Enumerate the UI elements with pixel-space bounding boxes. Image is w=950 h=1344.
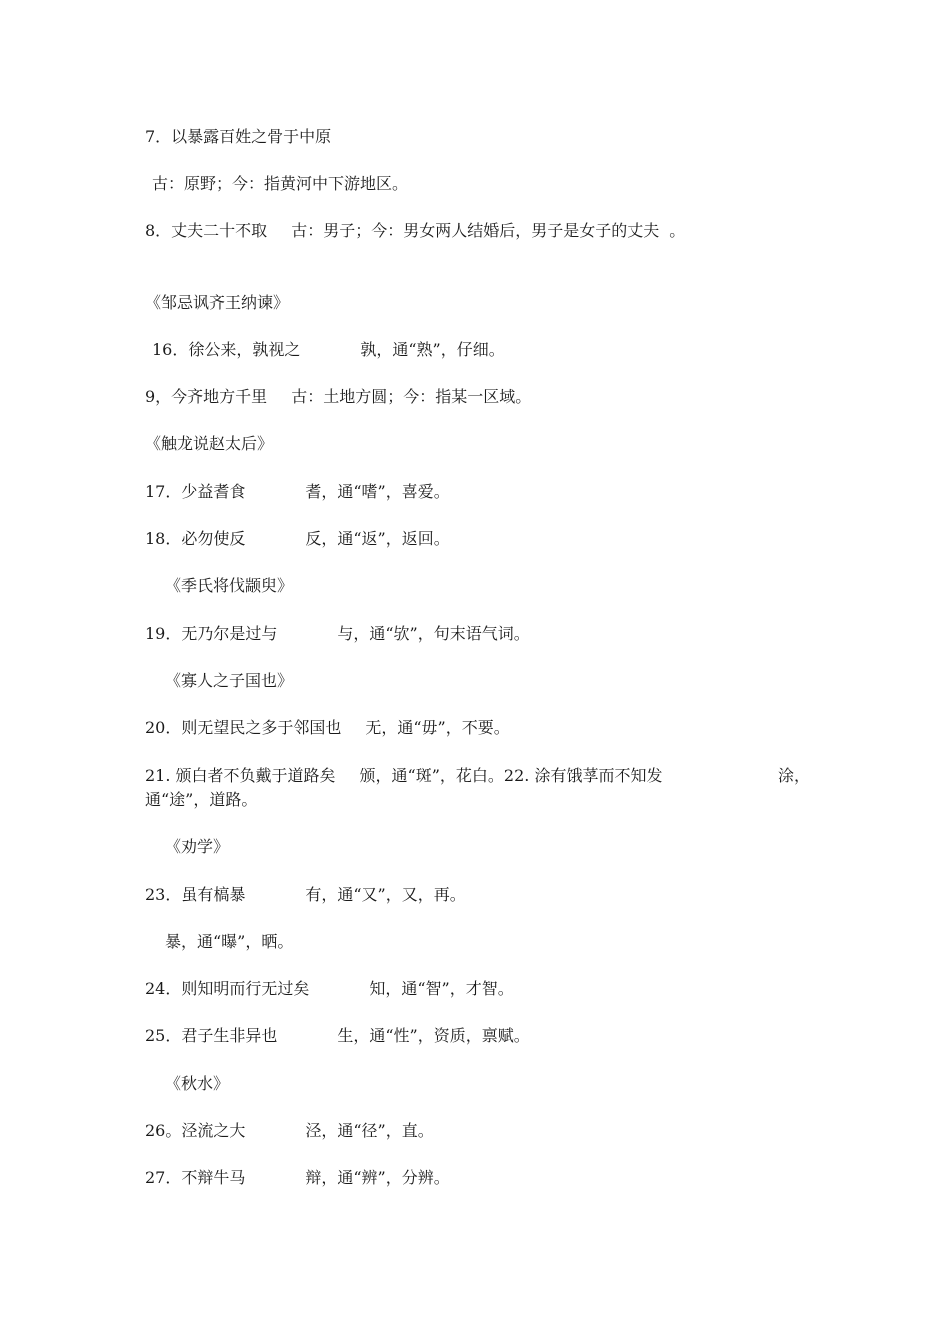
section-title: 《寡人之子国也》 — [165, 671, 294, 690]
entry-text: 古：原野；今：指黄河中下游地区。 — [152, 174, 409, 193]
entry-explanation: 知，通“智”，才智。 — [369, 979, 514, 998]
entry-phrase: 24．则知明而行无过矣 — [145, 979, 310, 998]
section-heading — [165, 835, 229, 859]
entry-phrase: 16．徐公来，孰视之 — [152, 340, 301, 359]
text-line — [145, 125, 331, 149]
entry-text: 暴，通“曝”，晒。 — [165, 932, 294, 951]
entry-explanation: 孰，通“熟”，仔细。 — [360, 340, 505, 359]
entry-explanation: 与，通“欤”，句末语气词。 — [337, 624, 530, 643]
entry-phrase: 26。泾流之大 — [145, 1121, 246, 1140]
entry-explanation: 古：男子；今：男女两人结婚后，男子是女子的丈夫 — [291, 221, 660, 240]
text-line — [145, 883, 466, 907]
entry-explanation: 生，通“性”，资质，禀赋。 — [337, 1026, 530, 1045]
text-line — [152, 172, 408, 196]
text-line — [165, 930, 293, 954]
text-line — [145, 480, 450, 504]
text-line — [145, 788, 257, 812]
entry-punctuation: 。 — [669, 221, 686, 240]
entry-phrase: 20．则无望民之多于邻国也 — [145, 718, 342, 737]
section-title: 《邹忌讽齐王纳谏》 — [145, 293, 290, 312]
entry-text: 通“途”，道路。 — [145, 790, 258, 809]
text-line — [145, 219, 685, 243]
entry-explanation: 泾，通“径”，直。 — [305, 1121, 434, 1140]
text-line — [152, 338, 505, 362]
entry-phrase: 9，今齐地方千里 — [145, 387, 268, 406]
entry-phrase: 8．丈夫二十不取 — [145, 221, 268, 240]
entry-phrase: 17．少益耆食 — [145, 482, 246, 501]
entry-explanation: 颁，通“斑”，花白。22. 涂有饿莩而不知发 — [359, 766, 663, 785]
section-title: 《季氏将伐颛臾》 — [165, 576, 294, 595]
text-line — [778, 764, 810, 788]
text-line — [145, 1166, 450, 1190]
text-line — [145, 622, 530, 646]
entry-explanation: 辩，通“辨”，分辨。 — [305, 1168, 450, 1187]
entry-explanation: 有，通“又”，又，再。 — [305, 885, 466, 904]
entry-phrase: 19．无乃尔是过与 — [145, 624, 278, 643]
entry-explanation: 耆，通“嗜”，喜爱。 — [305, 482, 450, 501]
entry-explanation: 古：土地方圆；今：指某一区域。 — [291, 387, 532, 406]
text-line — [145, 1024, 530, 1048]
entry-phrase: 21. 颁白者不负戴于道路矣 — [145, 766, 336, 785]
section-heading — [145, 291, 289, 315]
section-heading — [165, 574, 293, 598]
text-line — [145, 385, 531, 409]
section-heading — [165, 1072, 229, 1096]
section-title: 《触龙说赵太后》 — [145, 434, 274, 453]
entry-explanation: 无，通“毋”，不要。 — [365, 718, 510, 737]
text-line — [145, 716, 510, 740]
entry-phrase: 23．虽有槁暴 — [145, 885, 246, 904]
section-title: 《秋水》 — [165, 1074, 230, 1093]
text-line — [145, 977, 514, 1001]
entry-explanation: 涂， — [778, 766, 811, 785]
text-line — [145, 1119, 434, 1143]
entry-phrase: 18．必勿使反 — [145, 529, 246, 548]
entry-text: 7．以暴露百姓之骨于中原 — [145, 127, 332, 146]
text-line — [145, 764, 662, 788]
entry-phrase: 27．不辩牛马 — [145, 1168, 246, 1187]
section-title: 《劝学》 — [165, 837, 230, 856]
section-heading — [145, 432, 273, 456]
entry-phrase: 25．君子生非异也 — [145, 1026, 278, 1045]
section-heading — [165, 669, 293, 693]
entry-explanation: 反，通“返”，返回。 — [305, 529, 450, 548]
text-line — [145, 527, 450, 551]
